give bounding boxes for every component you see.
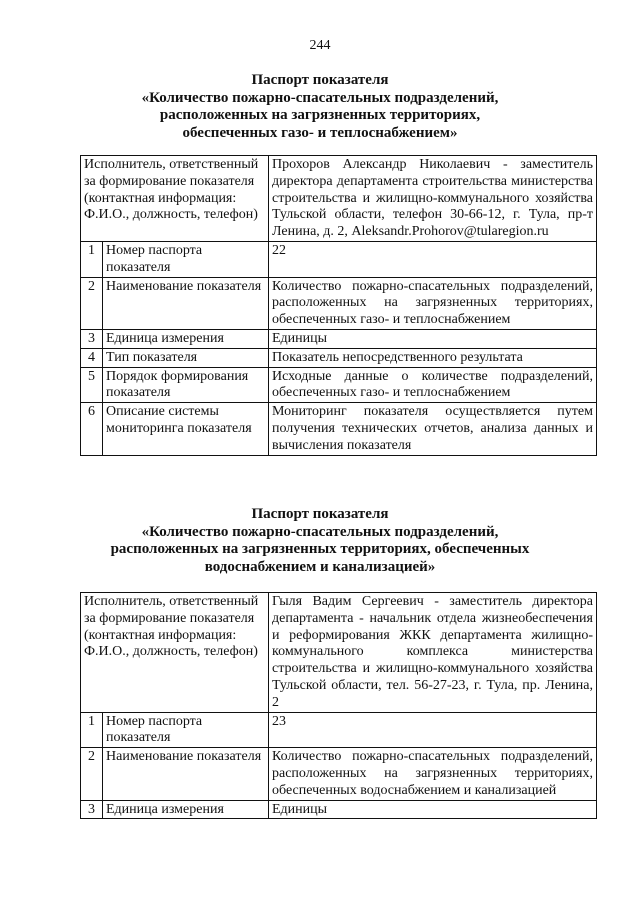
row-value: 23 <box>269 712 597 748</box>
table-row <box>81 712 597 748</box>
heading-line: расположенных на загрязненных территориях, <box>159 107 481 123</box>
table-row <box>81 800 597 819</box>
heading-line: Паспорт показателя <box>251 506 389 522</box>
table-row <box>81 241 597 277</box>
row-number: 1 <box>81 712 103 748</box>
row-number: 4 <box>81 348 103 367</box>
table-row <box>81 277 597 329</box>
table-row <box>81 748 597 800</box>
row-value: Единицы <box>269 800 597 819</box>
row-number: 3 <box>81 329 103 348</box>
heading-line: «Количество пожарно-спасательных подразделений, <box>141 523 499 540</box>
row-label: Номер паспорта показателя <box>103 241 269 277</box>
heading-line: «Количество пожарно-спасательных подразделений, <box>141 89 499 106</box>
row-number: 2 <box>81 277 103 329</box>
passport-2-table <box>80 592 597 819</box>
row-value: Мониторинг показателя осуществляется путем получения технических отчетов, анализа данных и вычисления показателя <box>269 403 597 455</box>
row-label: Наименование показателя <box>103 748 269 800</box>
row-number: 3 <box>81 800 103 819</box>
heading-line: Паспорт показателя <box>251 72 389 88</box>
row-label: Наименование показателя <box>103 277 269 329</box>
row-label: Единица измерения <box>103 800 269 819</box>
page-number: 244 <box>309 38 331 53</box>
row-number: 6 <box>81 403 103 455</box>
passport-1-table <box>80 155 597 456</box>
row-number: 5 <box>81 367 103 403</box>
row-label: Тип показателя <box>103 348 269 367</box>
table-row <box>81 593 597 713</box>
row-value: Исходные данные о количестве подразделений, обеспеченных газо- и теплоснабжением <box>269 367 597 403</box>
executor-label: Исполнитель, ответственный за формирование показателя (контактная информация: Ф.И.О., должность, телефон) <box>81 593 269 713</box>
executor-value: Гыля Вадим Сергеевич - заместитель директора департамента - начальник отдела жизнеобеспечения и реформирования ЖКК департамента жилищно-коммунального комплекса министерства строительства и жилищно-коммунального хозяйства Тульской области, тел. 56-27-23, г. Тула, пр. Ленина, 2 <box>269 593 597 713</box>
executor-value: Прохоров Александр Николаевич - заместитель директора департамента строительства министерства строительства и жилищно-коммунального хозяйства Тульской области, телефон 30-66-12, г. Тула, пр-т Ленина, д. 2, Aleksandr.Prohorov@tularegion.ru <box>269 156 597 242</box>
heading-line: водоснабжением и канализацией» <box>204 558 436 575</box>
row-label: Порядок формирования показателя <box>103 367 269 403</box>
row-number: 2 <box>81 748 103 800</box>
row-value: 22 <box>269 241 597 277</box>
table-row <box>81 156 597 242</box>
row-value: Показатель непосредственного результата <box>269 348 597 367</box>
table-row <box>81 329 597 348</box>
heading-line: расположенных на загрязненных территориях, обеспеченных <box>110 541 530 557</box>
row-value: Количество пожарно-спасательных подразделений, расположенных на загрязненных территориях, обеспеченных водоснабжением и канализацией <box>269 748 597 800</box>
executor-label: Исполнитель, ответственный за формирование показателя (контактная информация: Ф.И.О., должность, телефон) <box>81 156 269 242</box>
row-label: Единица измерения <box>103 329 269 348</box>
table-row <box>81 367 597 403</box>
row-label: Номер паспорта показателя <box>103 712 269 748</box>
heading-line: обеспеченных газо- и теплоснабжением» <box>182 124 458 141</box>
table-row <box>81 403 597 455</box>
passport-1-heading <box>60 72 580 142</box>
table-row <box>81 348 597 367</box>
row-label: Описание системы мониторинга показателя <box>103 403 269 455</box>
row-number: 1 <box>81 241 103 277</box>
row-value: Количество пожарно-спасательных подразделений, расположенных на загрязненных территориях, обеспеченных газо- и теплоснабжением <box>269 277 597 329</box>
row-value: Единицы <box>269 329 597 348</box>
passport-2-heading <box>60 506 580 576</box>
